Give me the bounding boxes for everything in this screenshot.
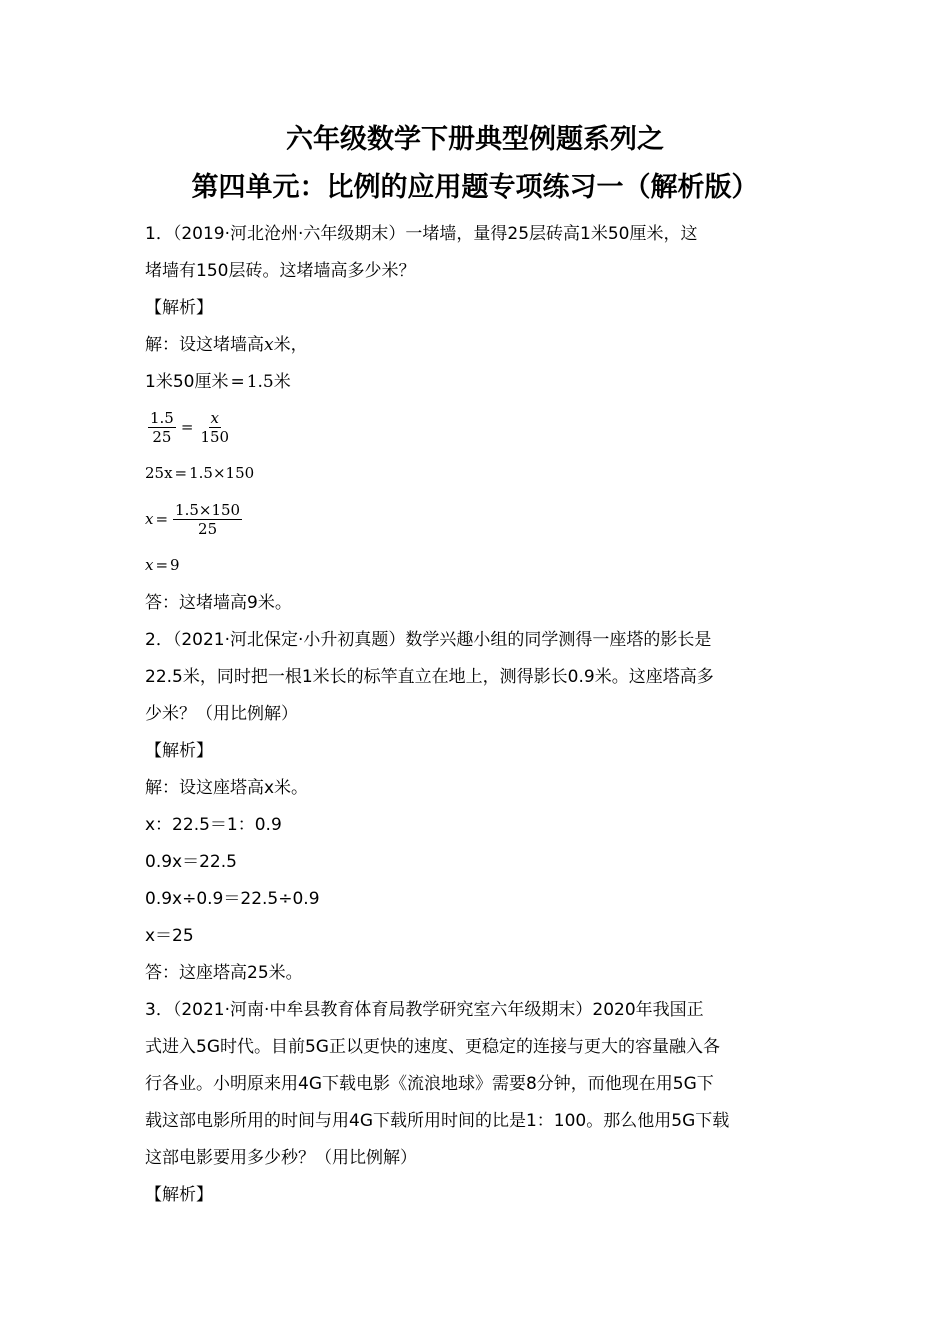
q1-step2	[145, 453, 815, 493]
q1-answer: 答：这堵墙高9米。	[145, 593, 292, 613]
q1-unit-conversion	[145, 364, 815, 401]
q1-result-right: 9	[170, 556, 180, 574]
q1-stem-line1: 1．（2019·河北沧州·六年级期末）一堵墙，量得25层砖高1米50厘米，这	[145, 224, 698, 244]
document-title-line1: 六年级数学下册典型例题系列之	[286, 124, 664, 155]
q2-solution-setup: 解：设这座塔高x米。	[145, 778, 309, 798]
q1-result-eq: =	[155, 556, 169, 574]
q2-analysis-heading: 【解析】	[145, 741, 213, 761]
q1-step2-right: 1.5×150	[189, 464, 255, 482]
q1-result-left: x	[145, 556, 154, 574]
q2-step2: 0.9x＝22.5	[145, 852, 237, 872]
q1-step3-left: x	[145, 510, 154, 528]
q3-stem-line5: 这部电影要用多少秒？（用比例解）	[145, 1148, 417, 1168]
q2-step1: x：22.5＝1：0.9	[145, 815, 282, 835]
q2-answer: 答：这座塔高25米。	[145, 963, 303, 983]
q1-result	[145, 545, 815, 585]
q1-solution-setup	[145, 327, 815, 364]
q1-fraction-right-num: x	[210, 408, 219, 427]
q1-step3-fraction	[173, 501, 242, 538]
q2-stem-line1: 2．（2021·河北保定·小升初真题）数学兴趣小组的同学测得一座塔的影长是	[145, 630, 712, 650]
q1-conv-eq: =	[230, 372, 245, 392]
q1-fraction-left	[148, 409, 176, 446]
q1-analysis-heading: 【解析】	[145, 298, 213, 318]
q3-stem-line2: 式进入5G时代。目前5G正以更快的速度、更稳定的连接与更大的容量融入各	[145, 1037, 720, 1057]
q1-fraction-right	[198, 409, 231, 446]
q2-step4: x＝25	[145, 926, 194, 946]
q1-step3-den: 25	[198, 519, 218, 538]
q3-analysis-heading: 【解析】	[145, 1185, 213, 1205]
q1-fraction-left-num: 1.5	[150, 408, 174, 427]
q1-proportion	[145, 401, 815, 453]
q1-variable: x	[264, 335, 274, 355]
q1-proportion-eq: =	[180, 418, 194, 436]
q1-step3-eq: =	[155, 510, 169, 528]
q1-conv-value: 1.5	[246, 372, 274, 392]
q1-fraction-right-den: 150	[200, 427, 230, 446]
q1-sol-prefix: 解：设这堵墙高	[145, 335, 264, 355]
q1-fraction-left-den: 25	[152, 427, 172, 446]
q1-conv-prefix: 1米50厘米	[145, 372, 229, 392]
q1-step3-num: 1.5×150	[175, 500, 241, 519]
q1-step2-left: 25x	[145, 464, 173, 482]
q1-step2-eq: =	[174, 464, 188, 482]
q2-stem-line2: 22.5米，同时把一根1米长的标竿直立在地上，测得影长0.9米。这座塔高多	[145, 667, 714, 687]
q2-stem-line3: 少米？（用比例解）	[145, 704, 298, 724]
document-title-line2: 第四单元：比例的应用题专项练习一（解析版）	[191, 172, 759, 203]
q3-stem-line4: 载这部电影所用的时间与用4G下载所用时间的比是1：100。那么他用5G下载	[145, 1111, 730, 1131]
q3-stem-line3: 行各业。小明原来用4G下载电影《流浪地球》需要8分钟，而他现在用5G下	[145, 1074, 714, 1094]
document-body	[145, 216, 815, 1214]
q1-sol-suffix: 米，	[273, 335, 308, 355]
q3-stem-line1: 3．（2021·河南·中牟县教育体育局教学研究室六年级期末）2020年我国正	[145, 1000, 704, 1020]
q1-stem-line2: 堵墙有150层砖。这堵墙高多少米？	[145, 261, 416, 281]
q1-conv-suffix: 米	[273, 372, 291, 392]
q1-step3	[145, 493, 815, 545]
q2-step3: 0.9x÷0.9＝22.5÷0.9	[145, 889, 320, 909]
